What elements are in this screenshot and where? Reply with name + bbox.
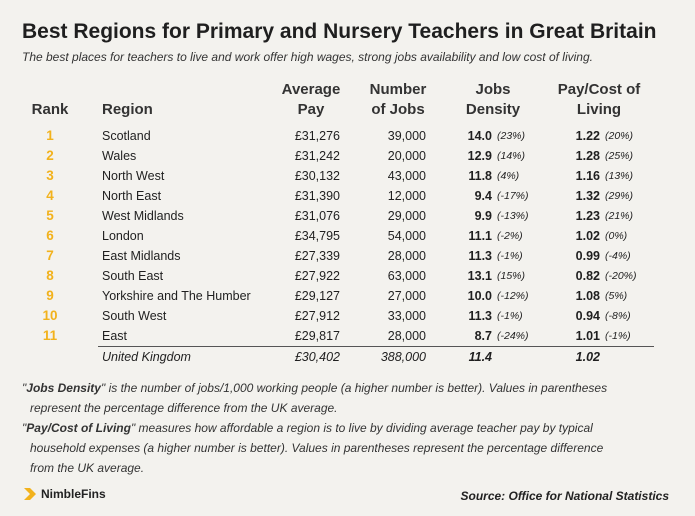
cost-value: 1.16	[575, 169, 600, 183]
density-pct: (-2%)	[497, 230, 523, 242]
header-jobs-density-line1: Jobs	[475, 81, 511, 98]
rank-cell: 11	[42, 328, 58, 343]
pay-cell: £29,127	[294, 289, 340, 303]
table-row	[0, 146, 695, 166]
cost-value: 1.02	[575, 229, 600, 243]
jobs-cell: 33,000	[387, 309, 426, 323]
cost-value: 1.28	[575, 149, 600, 163]
cost-value: 0.82	[575, 269, 600, 283]
pay-cell: £31,242	[294, 149, 340, 163]
uk-average-row	[0, 347, 695, 367]
cost-value: 1.23	[575, 209, 600, 223]
density-pct: (-12%)	[497, 290, 529, 302]
cost-value: 0.94	[575, 309, 600, 323]
region-cell: West Midlands	[102, 209, 184, 223]
cost-pct: (-4%)	[605, 250, 631, 262]
note-jobs-density: "Jobs Density" is the number of jobs/1,000 working people (a higher number is better). Values in parentheses	[22, 381, 608, 395]
table-divider	[98, 346, 654, 347]
jobs-cell: 12,000	[387, 189, 426, 203]
cost-pct: (-8%)	[605, 310, 631, 322]
jobs-cell: 28,000	[387, 249, 426, 263]
header-average-pay-line1: Average	[281, 81, 341, 98]
uk-cost-value: 1.02	[575, 350, 600, 364]
uk-jobs-cell: 388,000	[380, 350, 426, 364]
pay-cell: £27,339	[294, 249, 340, 263]
jobs-cell: 54,000	[387, 229, 426, 243]
pay-cell: £34,795	[294, 229, 340, 243]
table-row	[0, 126, 695, 146]
cost-pct: (29%)	[605, 190, 634, 202]
density-value: 14.0	[467, 129, 492, 143]
jobs-cell: 28,000	[387, 329, 426, 343]
density-pct: (4%)	[497, 170, 520, 182]
table-row	[0, 226, 695, 246]
cost-pct: (5%)	[605, 290, 628, 302]
region-cell: Yorkshire and The Humber	[102, 289, 251, 303]
rank-cell: 1	[46, 128, 54, 143]
logo-text: NimbleFins	[41, 487, 106, 501]
region-cell: East Midlands	[102, 249, 181, 263]
cost-value: 0.99	[575, 249, 600, 263]
density-value: 9.4	[474, 189, 492, 203]
header-rank: Rank	[31, 101, 69, 118]
table-row	[0, 206, 695, 226]
pay-cell: £27,922	[294, 269, 340, 283]
rank-cell: 4	[46, 188, 54, 203]
density-value: 10.0	[467, 289, 492, 303]
density-pct: (-17%)	[497, 190, 529, 202]
cost-pct: (21%)	[605, 210, 634, 222]
density-pct: (15%)	[497, 270, 526, 282]
note-pay-cost: "Pay/Cost of Living" measures how affordable a region is to live by dividing average teacher pay by typical	[22, 421, 593, 435]
page-title: Best Regions for Primary and Nursery Teachers in Great Britain	[22, 20, 657, 43]
cost-pct: (-1%)	[605, 330, 631, 342]
cost-value: 1.32	[575, 189, 600, 203]
note-density-term: Jobs Density	[26, 381, 101, 395]
density-value: 12.9	[467, 149, 492, 163]
cost-pct: (13%)	[605, 170, 634, 182]
header-average-pay-line2: Pay	[297, 101, 325, 118]
table-row	[0, 246, 695, 266]
jobs-cell: 63,000	[387, 269, 426, 283]
header-number-of-jobs	[360, 80, 436, 120]
region-cell: North West	[102, 169, 165, 183]
density-pct: (23%)	[497, 130, 526, 142]
density-pct: (-13%)	[497, 210, 529, 222]
rank-cell: 8	[46, 268, 54, 283]
rank-cell: 2	[46, 148, 54, 163]
jobs-cell: 20,000	[387, 149, 426, 163]
header-pay-cost-line1: Pay/Cost of	[557, 81, 641, 98]
rank-cell: 9	[46, 288, 54, 303]
pay-cell: £31,276	[294, 129, 340, 143]
cost-pct: (-20%)	[605, 270, 637, 282]
uk-pay-cell: £30,402	[294, 350, 340, 364]
pay-cell: £29,817	[294, 329, 340, 343]
cost-value: 1.22	[575, 129, 600, 143]
jobs-cell: 43,000	[387, 169, 426, 183]
note-cost-line1: measures how affordable a region is to live by dividing average teacher pay by typical	[135, 421, 593, 435]
header-number-of-jobs-line2: of Jobs	[371, 101, 425, 118]
density-value: 11.8	[468, 169, 492, 183]
cost-pct: (0%)	[605, 230, 628, 242]
region-cell: East	[102, 329, 128, 343]
density-pct: (-1%)	[497, 310, 523, 322]
cost-pct: (20%)	[605, 130, 634, 142]
density-value: 13.1	[467, 269, 492, 283]
density-value: 8.7	[474, 329, 492, 343]
page-subtitle: The best places for teachers to live and work offer high wages, strong jobs availability and low cost of living.	[22, 50, 593, 64]
header-jobs-density	[455, 80, 531, 120]
rank-cell: 3	[46, 168, 54, 183]
header-jobs-density-line2: Density	[465, 101, 521, 118]
note-pay-cost-cont1: household expenses (a higher number is better). Values in parentheses represent the percentage difference	[30, 441, 604, 455]
header-pay-cost-of-living	[552, 80, 646, 120]
jobs-cell: 39,000	[387, 129, 426, 143]
rank-cell: 7	[46, 248, 54, 263]
region-cell: Wales	[102, 149, 137, 163]
region-cell: London	[102, 229, 144, 243]
rank-cell: 10	[42, 308, 58, 323]
pay-cell: £27,912	[294, 309, 340, 323]
jobs-cell: 27,000	[387, 289, 426, 303]
table-row	[0, 326, 695, 346]
cost-value: 1.08	[575, 289, 600, 303]
table-row	[0, 306, 695, 326]
region-cell: South West	[102, 309, 167, 323]
density-pct: (14%)	[497, 150, 526, 162]
table-row	[0, 186, 695, 206]
rank-cell: 5	[46, 208, 54, 223]
note-density-line1: is the number of jobs/1,000 working people (a higher number is better). Values in parentheses	[105, 381, 608, 395]
header-average-pay	[270, 80, 352, 120]
table-row	[0, 166, 695, 186]
note-pay-cost-cont2: from the UK average.	[30, 461, 145, 475]
header-pay-cost-line2: Living	[576, 101, 622, 118]
region-cell: Scotland	[102, 129, 151, 143]
density-value: 11.1	[468, 229, 492, 243]
header-region: Region	[102, 101, 153, 118]
density-value: 11.3	[468, 249, 492, 263]
table-row	[0, 286, 695, 306]
rank-cell: 6	[46, 228, 54, 243]
density-value: 9.9	[474, 209, 492, 223]
pay-cell: £31,390	[294, 189, 340, 203]
uk-density-value: 11.4	[468, 350, 492, 364]
density-pct: (-24%)	[497, 330, 529, 342]
region-cell: South East	[102, 269, 164, 283]
nimblefins-logo	[24, 487, 106, 501]
pay-cell: £30,132	[294, 169, 340, 183]
region-cell: North East	[102, 189, 162, 203]
pay-cell: £31,076	[294, 209, 340, 223]
table-row	[0, 266, 695, 286]
note-cost-term: Pay/Cost of Living	[26, 421, 131, 435]
source-credit: Source: Office for National Statistics	[460, 489, 669, 503]
uk-region-cell: United Kingdom	[102, 350, 191, 364]
note-jobs-density-cont: represent the percentage difference from the UK average.	[30, 401, 338, 415]
header-number-of-jobs-line1: Number	[369, 81, 427, 98]
chevron-logo-icon	[24, 488, 38, 500]
cost-value: 1.01	[575, 329, 600, 343]
jobs-cell: 29,000	[387, 209, 426, 223]
cost-pct: (25%)	[605, 150, 634, 162]
density-pct: (-1%)	[497, 250, 523, 262]
density-value: 11.3	[468, 309, 492, 323]
